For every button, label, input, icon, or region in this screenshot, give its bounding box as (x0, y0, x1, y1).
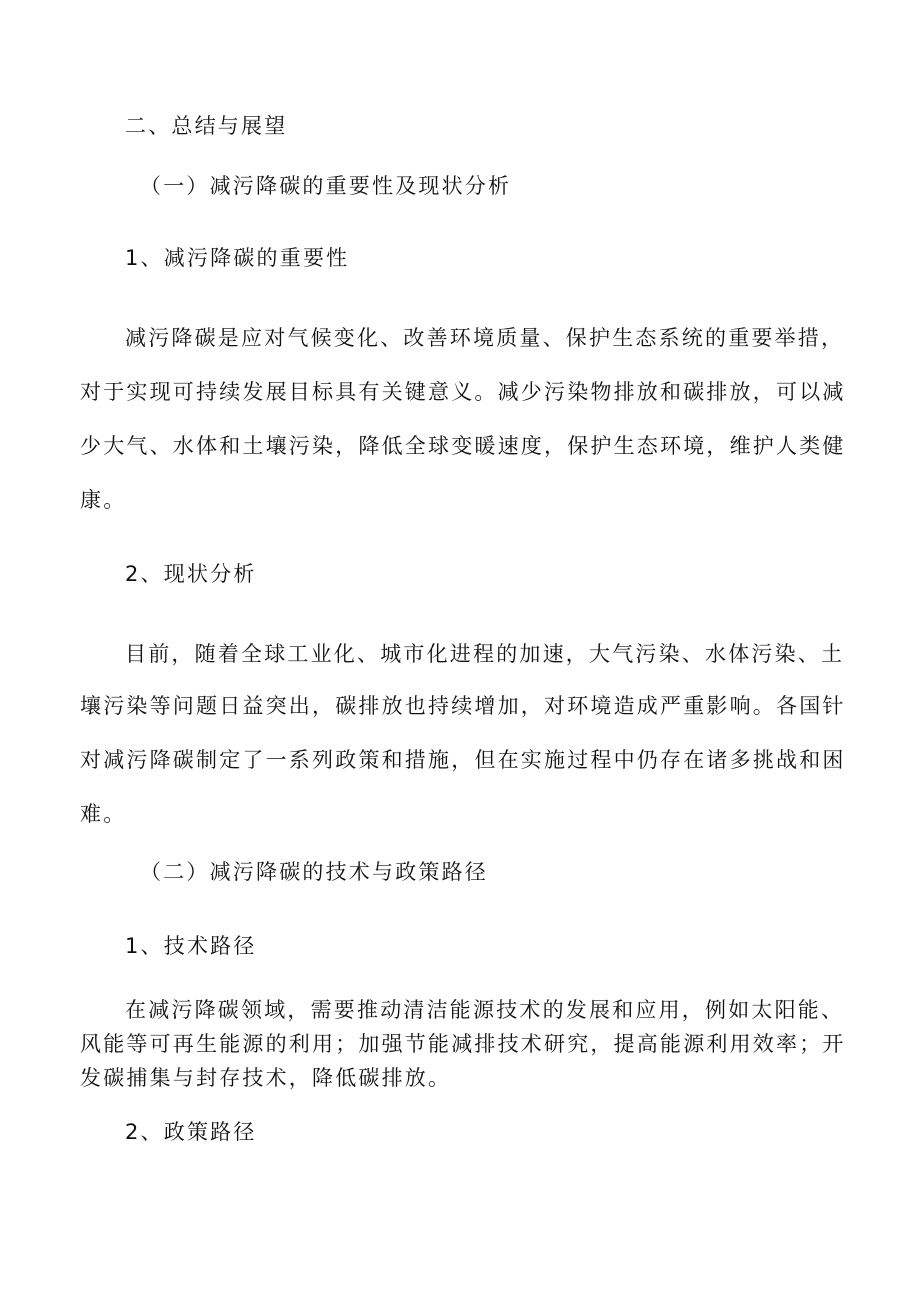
paragraph-2-line-2: 壤污染等问题日益突出，碳排放也持续增加，对环境造成严重影响。各国针 (80, 694, 846, 718)
item-title-tech: 1、技术路径 (125, 934, 257, 958)
paragraph-2-line-3: 对减污降碳制定了一系列政策和措施，但在实施过程中仍存在诸多挑战和困 (80, 748, 846, 772)
paragraph-2-line-4: 难。 (80, 802, 127, 826)
section-title: 二、总结与展望 (125, 114, 288, 138)
paragraph-2-line-1: 目前，随着全球工业化、城市化进程的加速，大气污染、水体污染、土 (125, 642, 845, 666)
paragraph-1-line-3: 少大气、水体和土壤污染，降低全球变暖速度，保护生态环境，维护人类健 (80, 434, 846, 458)
paragraph-3-line-1: 在减污降碳领域，需要推动清洁能源技术的发展和应用，例如太阳能、 (125, 998, 845, 1022)
item-title-policy: 2、政策路径 (125, 1120, 257, 1144)
item-title-importance: 1、减污降碳的重要性 (125, 246, 350, 270)
paragraph-3-line-2: 风能等可再生能源的利用；加强节能减排技术研究，提高能源利用效率；开 (80, 1032, 846, 1056)
paragraph-1-line-1: 减污降碳是应对气候变化、改善环境质量、保护生态系统的重要举措， (125, 326, 845, 350)
item-title-status: 2、现状分析 (125, 562, 257, 586)
paragraph-1-line-4: 康。 (80, 488, 127, 512)
subsection-title-1: （一）减污降碳的重要性及现状分析 (140, 174, 512, 198)
subsection-title-2: （二）减污降碳的技术与政策路径 (140, 860, 488, 884)
paragraph-1-line-2: 对于实现可持续发展目标具有关键意义。减少污染物排放和碳排放，可以减 (80, 380, 846, 404)
paragraph-3-line-3: 发碳捕集与封存技术，降低碳排放。 (80, 1066, 452, 1090)
